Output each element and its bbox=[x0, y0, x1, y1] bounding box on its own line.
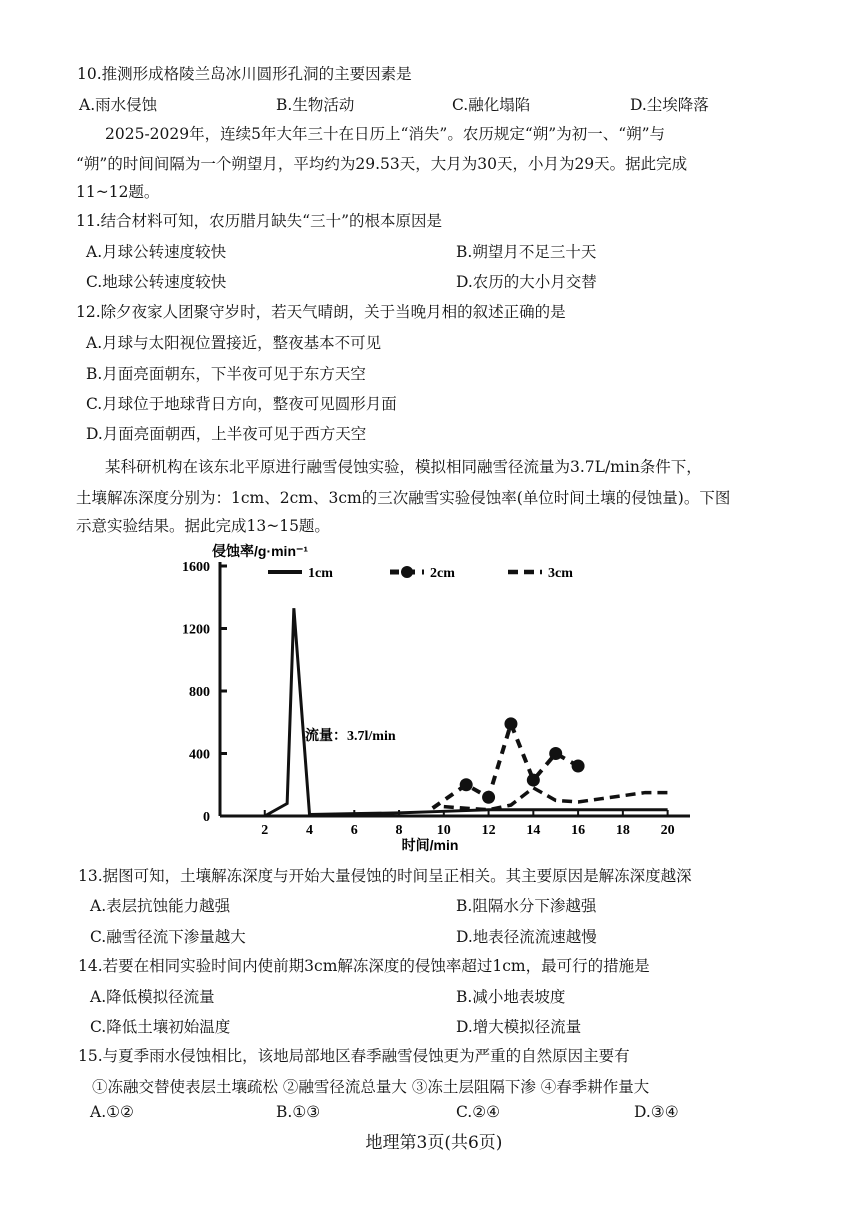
q13-option-d: D.地表径流流速越慢 bbox=[456, 928, 597, 946]
q11-option-d: D.农历的大小月交替 bbox=[456, 273, 597, 291]
x-tick-label: 4 bbox=[306, 823, 314, 838]
y-tick-label: 0 bbox=[203, 810, 210, 825]
x-tick-label: 8 bbox=[395, 823, 403, 838]
y-tick-label: 400 bbox=[189, 747, 210, 763]
page-footer: 地理第3页(共6页) bbox=[365, 1133, 503, 1153]
q14-option-d: D.增大模拟径流量 bbox=[456, 1018, 582, 1036]
x-tick-label: 20 bbox=[660, 823, 675, 838]
q13-option-a: A.表层抗蚀能力越强 bbox=[90, 897, 231, 915]
erosion-rate-chart bbox=[182, 540, 710, 860]
q10-option-c: C.融化塌陷 bbox=[452, 96, 531, 114]
q11-option-b: B.朔望月不足三十天 bbox=[456, 243, 597, 261]
series-point-2cm bbox=[504, 717, 517, 730]
q15-option-c: C.②④ bbox=[456, 1103, 501, 1121]
q15-option-b: B.①③ bbox=[276, 1103, 321, 1121]
series-point-2cm bbox=[460, 778, 473, 791]
y-axis-label: 侵蚀率/g·min⁻¹ bbox=[212, 543, 309, 559]
q11-option-a: A.月球公转速度较快 bbox=[86, 243, 227, 261]
x-tick-label: 16 bbox=[571, 823, 586, 838]
x-tick-label: 2 bbox=[261, 823, 269, 838]
q12-option-a: A.月球与太阳视位置接近，整夜基本不可见 bbox=[86, 334, 382, 352]
chart-series bbox=[265, 608, 668, 816]
material-11-12-line2: “朔”的时间间隔为一个朔望月，平均约为29.53天，大月为30天，小月为29天。据此完成 bbox=[76, 155, 688, 173]
chart-ticks bbox=[182, 560, 675, 838]
series-point-2cm bbox=[482, 791, 495, 804]
x-tick-label: 10 bbox=[436, 823, 451, 838]
q12-stem: 12.除夕夜家人团聚守岁时，若天气晴朗，关于当晚月相的叙述正确的是 bbox=[76, 303, 566, 321]
x-tick-label: 14 bbox=[526, 823, 541, 838]
material-13-15-line1: 某科研机构在该东北平原进行融雪侵蚀实验，模拟相同融雪径流量为3.7L/min条件下， bbox=[105, 458, 702, 476]
q12-option-d: D.月面亮面朝西，上半夜可见于西方天空 bbox=[86, 425, 367, 443]
material-13-15-line3: 示意实验结果。据此完成13~15题。 bbox=[76, 517, 330, 535]
q10-option-d: D.尘埃降落 bbox=[630, 96, 709, 114]
q14-option-c: C.降低土壤初始温度 bbox=[90, 1018, 231, 1036]
chart-annotation: 流量：3.7l/min bbox=[305, 729, 396, 744]
q14-stem: 14.若要在相同实验时间内使前期3cm解冻深度的侵蚀率超过1cm，最可行的措施是 bbox=[78, 957, 650, 975]
q11-option-c: C.地球公转速度较快 bbox=[86, 273, 227, 291]
q10-option-a: A.雨水侵蚀 bbox=[79, 96, 158, 114]
x-tick-label: 18 bbox=[615, 823, 630, 838]
q12-option-c: C.月球位于地球背日方向，整夜可见圆形月面 bbox=[86, 395, 397, 413]
material-13-15-line2: 土壤解冻深度分别为：1cm、2cm、3cm的三次融雪实验侵蚀率(单位时间土壤的侵蚀量)。下图 bbox=[76, 489, 731, 507]
material-11-12-line3: 11~12题。 bbox=[76, 183, 160, 201]
series-line-2cm bbox=[433, 724, 578, 808]
q15-stem: 15.与夏季雨水侵蚀相比，该地局部地区春季融雪侵蚀更为严重的自然原因主要有 bbox=[78, 1047, 630, 1065]
legend-label-3cm: 3cm bbox=[548, 566, 573, 581]
y-tick-label: 1600 bbox=[182, 560, 210, 575]
q14-option-b: B.减小地表坡度 bbox=[456, 988, 566, 1006]
legend-marker-2cm bbox=[401, 566, 413, 578]
chart-legend bbox=[268, 566, 573, 581]
series-point-2cm bbox=[572, 760, 585, 773]
q13-stem: 13.据图可知，土壤解冻深度与开始大量侵蚀的时间呈正相关。其主要原因是解冻深度越深 bbox=[78, 867, 692, 885]
q10-option-b: B.生物活动 bbox=[276, 96, 355, 114]
y-tick-label: 800 bbox=[189, 685, 210, 700]
material-11-12-line1: 2025-2029年，连续5年大年三十在日历上“消失”。农历规定“朔”为初一、“朔”与 bbox=[105, 125, 666, 143]
q12-option-b: B.月面亮面朝东，下半夜可见于东方天空 bbox=[86, 365, 366, 383]
series-point-2cm bbox=[549, 747, 562, 760]
x-tick-label: 12 bbox=[481, 823, 496, 838]
q13-option-c: C.融雪径流下渗量越大 bbox=[90, 928, 246, 946]
series-point-2cm bbox=[527, 774, 540, 787]
q15-statements: ①冻融交替使表层土壤疏松 ②融雪径流总量大 ③冻土层阻隔下渗 ④春季耕作量大 bbox=[92, 1078, 650, 1096]
legend-label-2cm: 2cm bbox=[430, 566, 455, 581]
q15-option-a: A.①② bbox=[90, 1103, 134, 1121]
q13-option-b: B.阻隔水分下渗越强 bbox=[456, 897, 597, 915]
x-axis-label: 时间/min bbox=[401, 837, 459, 853]
q10-stem: 10.推测形成格陵兰岛冰川圆形孔洞的主要因素是 bbox=[77, 65, 412, 83]
legend-label-1cm: 1cm bbox=[308, 566, 333, 581]
q15-option-d: D.③④ bbox=[634, 1103, 679, 1121]
q14-option-a: A.降低模拟径流量 bbox=[90, 988, 215, 1006]
x-tick-label: 6 bbox=[350, 823, 358, 838]
y-tick-label: 1200 bbox=[182, 622, 210, 638]
q11-stem: 11.结合材料可知，农历腊月缺失“三十”的根本原因是 bbox=[76, 212, 442, 230]
